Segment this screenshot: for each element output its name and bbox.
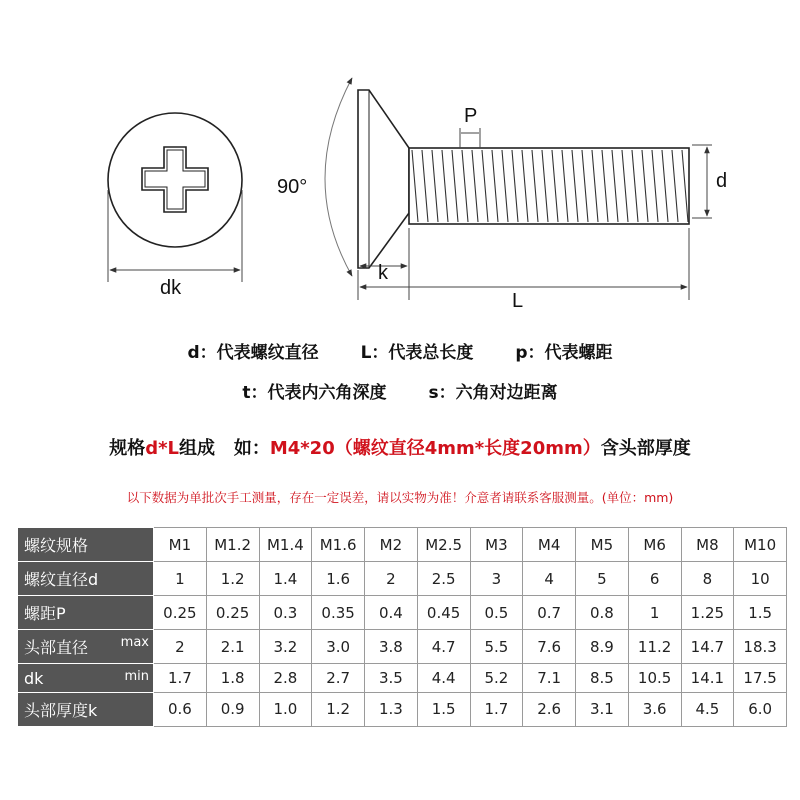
spec-suffix: 含头部厚度	[600, 438, 691, 459]
value-cell: 0.25	[154, 596, 207, 630]
spec-line	[0, 434, 800, 460]
spec-prefix: 规格	[109, 438, 146, 459]
value-cell: 17.5	[734, 664, 787, 692]
value-cell: 0.25	[206, 596, 259, 630]
value-cell: 7.6	[523, 630, 576, 664]
row-label	[18, 630, 154, 664]
value-cell: 4.5	[681, 692, 734, 726]
value-cell: 3.1	[576, 692, 629, 726]
legend-d: d：代表螺纹直径	[187, 343, 319, 363]
pitch-label: P	[464, 105, 478, 127]
value-cell: 14.7	[681, 630, 734, 664]
value-cell: 10.5	[628, 664, 681, 692]
row-label: 螺纹规格	[18, 528, 154, 562]
size-cell: M2.5	[417, 528, 470, 562]
spec-table	[17, 527, 787, 727]
row-label	[18, 562, 154, 596]
value-cell: 3	[470, 562, 523, 596]
value-cell: 0.9	[206, 692, 259, 726]
dk-label: dk	[160, 277, 182, 299]
legend-s: s：六角对边距离	[428, 383, 558, 403]
value-cell: 1.25	[681, 596, 734, 630]
value-cell: 5	[576, 562, 629, 596]
size-cell: M5	[576, 528, 629, 562]
row-label	[18, 692, 154, 726]
value-cell: 1	[628, 596, 681, 630]
spec-middle: 组成 如：	[179, 438, 270, 459]
size-cell: M1.4	[259, 528, 312, 562]
value-cell: 1.0	[259, 692, 312, 726]
legend-line-2	[0, 378, 800, 403]
value-cell: 4.7	[417, 630, 470, 664]
value-cell: 11.2	[628, 630, 681, 664]
k-label: k	[378, 262, 388, 284]
table-row	[18, 596, 787, 630]
table-row	[18, 692, 787, 726]
size-cell: M1	[154, 528, 207, 562]
value-cell: 0.35	[312, 596, 365, 630]
table-row	[18, 664, 787, 692]
value-cell: 1.2	[312, 692, 365, 726]
legend-line-1	[0, 338, 800, 363]
value-cell: 0.3	[259, 596, 312, 630]
spec-example: M4*20（螺纹直径4mm*长度20mm）	[269, 438, 601, 459]
row-label-text: dk	[24, 668, 44, 688]
diameter-label: d	[716, 170, 728, 192]
value-cell: 3.8	[365, 630, 418, 664]
value-cell: 1.2	[206, 562, 259, 596]
angle-label: 90°	[277, 176, 308, 198]
row-label-text: 头部直径	[24, 638, 89, 658]
table-row	[18, 562, 787, 596]
table-header-row	[18, 528, 787, 562]
value-cell: 1.7	[470, 692, 523, 726]
size-cell: M1.6	[312, 528, 365, 562]
size-cell: M1.2	[206, 528, 259, 562]
row-label-text: 头部厚度k	[24, 700, 98, 720]
row-label	[18, 664, 154, 692]
size-cell: M6	[628, 528, 681, 562]
size-cell: M4	[523, 528, 576, 562]
value-cell: 0.8	[576, 596, 629, 630]
size-cell: M3	[470, 528, 523, 562]
value-cell: 3.2	[259, 630, 312, 664]
value-cell: 4.4	[417, 664, 470, 692]
value-cell: 7.1	[523, 664, 576, 692]
value-cell: 10	[734, 562, 787, 596]
value-cell: 8.9	[576, 630, 629, 664]
value-cell: 5.2	[470, 664, 523, 692]
value-cell: 1.7	[154, 664, 207, 692]
value-cell: 2.5	[417, 562, 470, 596]
row-label-text: 螺距P	[24, 604, 66, 624]
legend-L: L：代表总长度	[360, 343, 474, 363]
value-cell: 1.5	[417, 692, 470, 726]
row-label	[18, 596, 154, 630]
screw-diagram	[0, 0, 800, 330]
head-top-view	[108, 113, 242, 247]
value-cell: 0.7	[523, 596, 576, 630]
row-sublabel: min	[124, 668, 149, 684]
value-cell: 0.4	[365, 596, 418, 630]
value-cell: 2.1	[206, 630, 259, 664]
value-cell: 3.5	[365, 664, 418, 692]
size-cell: M8	[681, 528, 734, 562]
row-sublabel: max	[120, 635, 149, 651]
value-cell: 8	[681, 562, 734, 596]
value-cell: 0.45	[417, 596, 470, 630]
legend-p: p：代表螺距	[515, 343, 613, 363]
measurement-notice: 以下数据为单批次手工测量，存在一定误差，请以实物为准！介意者请联系客服测量。(单位：mm)	[126, 490, 674, 505]
value-cell: 1.4	[259, 562, 312, 596]
value-cell: 6.0	[734, 692, 787, 726]
value-cell: 2	[154, 630, 207, 664]
value-cell: 2.7	[312, 664, 365, 692]
value-cell: 14.1	[681, 664, 734, 692]
value-cell: 1.5	[734, 596, 787, 630]
value-cell: 1.3	[365, 692, 418, 726]
size-cell: M10	[734, 528, 787, 562]
value-cell: 3.0	[312, 630, 365, 664]
table-row	[18, 630, 787, 664]
value-cell: 2.8	[259, 664, 312, 692]
length-label: L	[512, 290, 524, 312]
value-cell: 2	[365, 562, 418, 596]
value-cell: 18.3	[734, 630, 787, 664]
value-cell: 2.6	[523, 692, 576, 726]
screw-side-view	[358, 90, 689, 268]
value-cell: 0.6	[154, 692, 207, 726]
value-cell: 1.8	[206, 664, 259, 692]
row-label-text: 螺纹直径d	[24, 570, 99, 590]
value-cell: 0.5	[470, 596, 523, 630]
value-cell: 1.6	[312, 562, 365, 596]
value-cell: 4	[523, 562, 576, 596]
value-cell: 3.6	[628, 692, 681, 726]
value-cell: 6	[628, 562, 681, 596]
size-cell: M2	[365, 528, 418, 562]
value-cell: 5.5	[470, 630, 523, 664]
spec-formula: d*L	[145, 438, 180, 459]
legend-t: t：代表内六角深度	[242, 383, 387, 403]
value-cell: 8.5	[576, 664, 629, 692]
value-cell: 1	[154, 562, 207, 596]
